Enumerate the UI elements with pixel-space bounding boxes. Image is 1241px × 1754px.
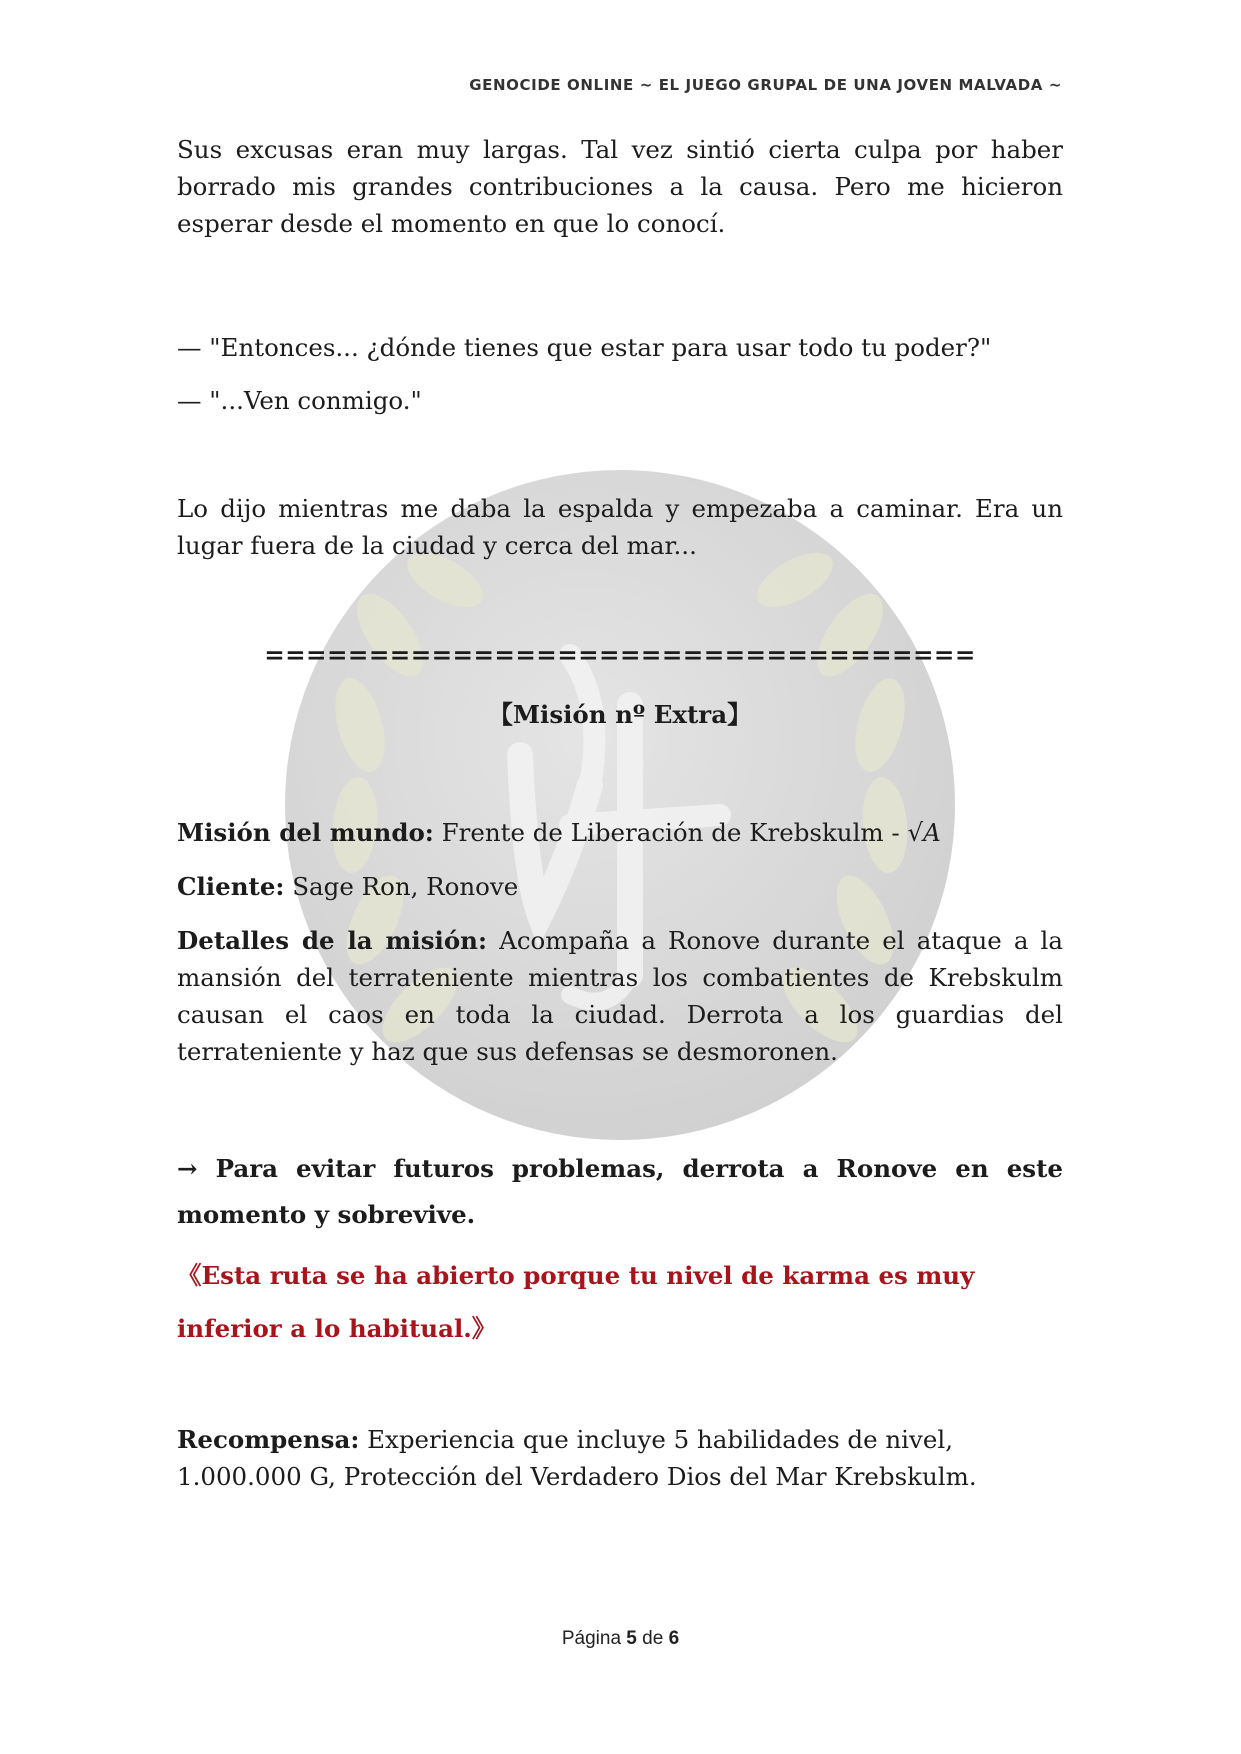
separator-line: ================================== <box>264 640 976 669</box>
sqrt-variable: A <box>923 818 941 847</box>
mission-details-label: Detalles de la misión: <box>177 926 488 955</box>
mission-client-line <box>177 868 1063 905</box>
mission-option: → Para evitar futuros problemas, derrota a Ronove en este momento y sobrevive. <box>177 1154 1063 1229</box>
mission-world-value: Frente de Liberación de Krebskulm - <box>433 818 908 847</box>
page-footer <box>0 1628 1241 1650</box>
mission-details-paragraph <box>177 922 1063 1070</box>
running-header: GENOCIDE ONLINE ~ EL JUEGO GRUPAL DE UNA JOVEN MALVADA ~ <box>469 76 1062 94</box>
sqrt-symbol: √ <box>907 818 924 847</box>
footer-total-pages: 6 <box>668 1628 680 1649</box>
mission-reward-paragraph <box>177 1421 1063 1495</box>
mission-client-label: Cliente: <box>177 872 285 901</box>
mission-reward-value: Experiencia que incluye 5 habilidades de nivel, 1.000.000 G, Protección del Verdadero Dios del Mar Krebskulm. <box>177 1425 977 1491</box>
mission-world-line <box>177 814 1063 851</box>
mission-world-label: Misión del mundo: <box>177 818 434 847</box>
mission-reward-label: Recompensa: <box>177 1425 360 1454</box>
route-note: 《Esta ruta se ha abierto porque tu nivel de karma es muy inferior a lo habitual.》 <box>177 1261 975 1343</box>
mission-client-value: Sage Ron, Ronove <box>284 872 519 901</box>
paragraph-walk: Lo dijo mientras me daba la espalda y empezaba a caminar. Era un lugar fuera de la ciudad y cerca del mar... <box>177 494 1063 560</box>
footer-page-number: 5 <box>626 1628 637 1649</box>
mission-title: 【Misión nº Extra】 <box>488 700 752 729</box>
dialogue-line-2: — "...Ven conmigo." <box>177 386 422 415</box>
mission-details-value: Acompaña a Ronove durante el ataque a la mansión del terrateniente mientras los combatientes de Krebskulm causan el caos en toda la ciudad. Derrota a los guardias del terrateniente y haz que sus defensas se desmoronen. <box>177 926 1064 1066</box>
footer-page-word: Página <box>561 1628 622 1649</box>
footer-of-word: de <box>642 1628 664 1649</box>
paragraph-excuses: Sus excusas eran muy largas. Tal vez sintió cierta culpa por haber borrado mis grandes contribuciones a la causa. Pero me hicieron esperar desde el momento en que lo conocí. <box>177 135 1063 238</box>
dialogue-line-1: — "Entonces... ¿dónde tienes que estar para usar todo tu poder?" <box>177 333 992 362</box>
